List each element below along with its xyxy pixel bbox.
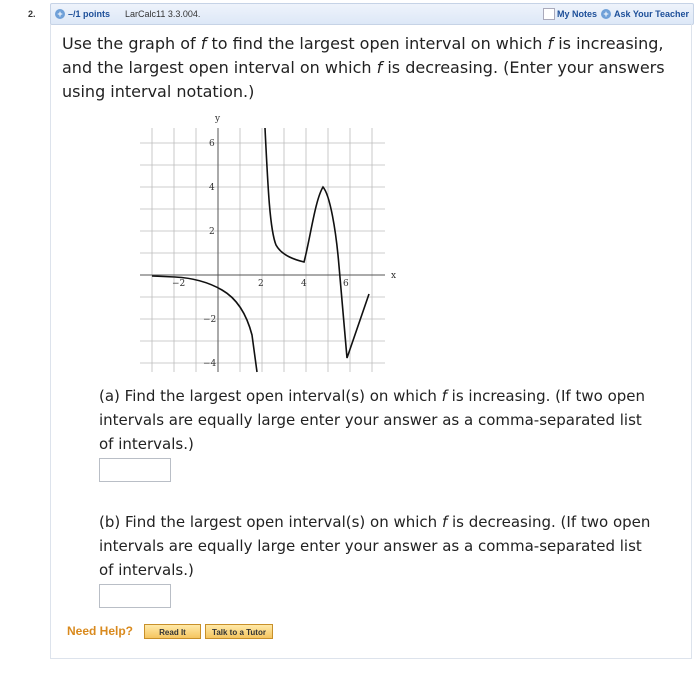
need-help-label: Need Help? bbox=[67, 624, 134, 638]
x-tick-label: 6 bbox=[343, 279, 349, 289]
part-b-f: f bbox=[441, 513, 448, 531]
points-label: –/1 points bbox=[68, 9, 111, 19]
x-axis-label: x bbox=[391, 271, 397, 281]
prompt-f-3: f bbox=[376, 58, 383, 77]
ask-teacher-plus-icon[interactable]: + bbox=[601, 9, 611, 19]
y-tick-label: 6 bbox=[209, 139, 215, 149]
part-a-text bbox=[99, 384, 659, 456]
y-tick-label: 4 bbox=[209, 183, 215, 193]
question-header-bar bbox=[50, 3, 694, 25]
my-notes-button[interactable] bbox=[541, 7, 597, 21]
y-tick-label: −4 bbox=[203, 359, 217, 369]
prompt-text-2: to find the largest open interval on which bbox=[206, 34, 548, 53]
x-tick-label: 4 bbox=[301, 279, 307, 289]
prompt-f-1: f bbox=[200, 34, 207, 53]
graph-grid bbox=[140, 128, 385, 372]
function-graph bbox=[135, 112, 400, 377]
part-a-text-2: is increasing. (If two open intervals are equally large enter your answer as a comma-separated list of intervals.) bbox=[99, 387, 646, 453]
y-axis-label: y bbox=[215, 114, 221, 124]
notes-checkbox-icon[interactable] bbox=[543, 8, 555, 20]
my-notes-label: My Notes bbox=[557, 9, 598, 19]
read-it-button[interactable]: Read It bbox=[144, 624, 201, 639]
expand-plus-icon[interactable]: + bbox=[55, 9, 65, 19]
talk-to-tutor-button[interactable]: Talk to a Tutor bbox=[205, 624, 273, 639]
question-source: LarCalc11 3.3.004. bbox=[125, 9, 201, 19]
x-tick-label: 2 bbox=[258, 279, 264, 289]
part-a-text-1: (a) Find the largest open interval(s) on which bbox=[99, 387, 442, 405]
part-b-answer-input[interactable] bbox=[99, 584, 171, 608]
part-a-f: f bbox=[441, 387, 447, 405]
prompt-text-3: is increasing, and the largest open interval on which bbox=[62, 34, 664, 77]
ask-teacher-link[interactable]: Ask Your Teacher bbox=[614, 9, 690, 19]
part-b-text-2: is decreasing. (If two open intervals are equally large enter your answer as a comma-separated list of intervals.) bbox=[99, 513, 651, 579]
question-number: 2. bbox=[28, 9, 36, 19]
question-prompt bbox=[62, 32, 682, 104]
y-tick-label: −2 bbox=[203, 315, 217, 325]
part-b-text bbox=[99, 510, 659, 582]
y-tick-label: 2 bbox=[209, 227, 215, 237]
prompt-text-4: is decreasing. (Enter your answers using interval notation.) bbox=[62, 58, 665, 101]
prompt-text-1: Use the graph of bbox=[62, 34, 201, 53]
prompt-f-2: f bbox=[547, 34, 554, 53]
x-tick-label: −2 bbox=[172, 279, 186, 289]
part-a-answer-input[interactable] bbox=[99, 458, 171, 482]
part-b-text-1: (b) Find the largest open interval(s) on which bbox=[99, 513, 442, 531]
